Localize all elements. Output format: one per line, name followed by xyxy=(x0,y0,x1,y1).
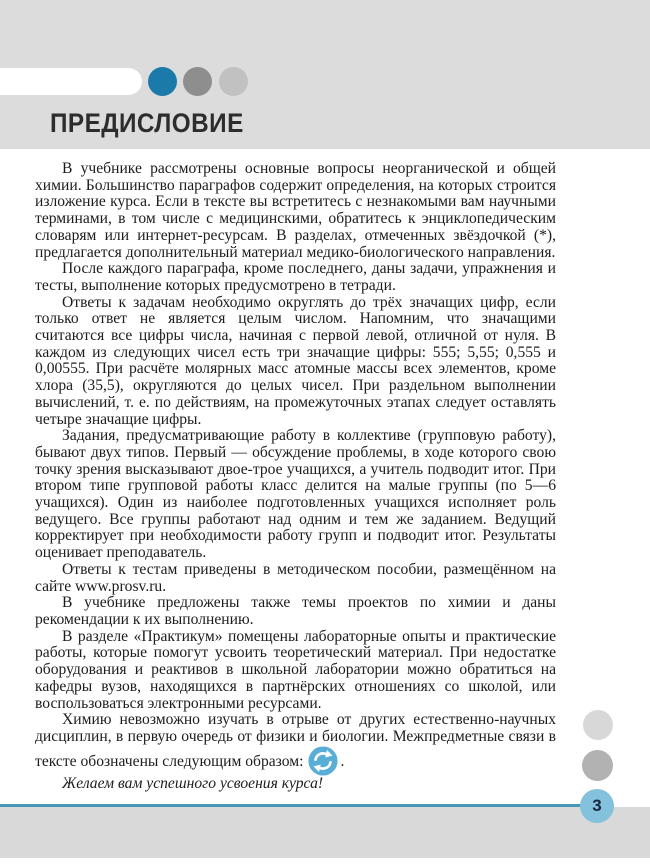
side-circle-medium xyxy=(582,750,613,781)
header-dot-teal xyxy=(148,67,177,96)
preface-text xyxy=(35,161,556,792)
footer-divider-line xyxy=(0,804,582,807)
paragraph: В разделе «Практикум» помещены лабораторные опыты и практические работы, которые помогут усвоить теоретический материал. При недостатке оборудования и реактивов в школьной лаборатории можно обратиться на кафедры вузов, находящихся в партнёрских отношениях со школой, или воспользоваться электронными ресурсами. xyxy=(35,627,556,712)
closing-wish-line: Желаем вам успешного усвоения курса! xyxy=(62,774,324,792)
header-tab-pill xyxy=(0,68,142,95)
paragraph-interdisciplinary xyxy=(35,712,556,775)
final-paragraph-text: Химию невозможно изучать в отрыве от других естественно-научных дисциплин, в первую очередь от физики и биологии. Межпредметные связи в тексте обозначены следующим образом: xyxy=(35,711,556,770)
paragraph: После каждого параграфа, кроме последнего, даны задачи, упражнения и тесты, выполнение которых предусмотрено в тетради. xyxy=(35,260,556,294)
header-dot-light-gray xyxy=(219,67,248,96)
final-paragraph-period: . xyxy=(340,752,345,770)
paragraph: Ответы к тестам приведены в методическом пособии, размещённом на сайте www.prosv.ru. xyxy=(35,560,556,595)
chapter-header-band xyxy=(0,0,650,149)
paragraph: Ответы к задачам необходимо округлять до трёх значащих цифр, если только ответ не является целым числом. Напомним, что значащими считаются все цифры числа, начиная с первой левой, отличной от нуля. В каждом из следующих чисел есть три значащие цифры: 555; 5,55; 0,555 и 0,00555. При расчёте молярных масс атомные массы всех элементов, кроме хлора (35,5), округляются до целых чисел. При раздельном выполнении вычислений, т. е. по действиям, на промежуточных этапах следует оставлять четыре значащие цифры. xyxy=(35,293,556,428)
paragraph: В учебнике рассмотрены основные вопросы неорганической и общей химии. Большинство параграфов содержит определения, на которых строится изложение курса. Если в тексте вы встретитесь с незнакомыми вам научными терминами, в том числе с медицинскими, обратитесь к энциклопедическим словарям или интернет-ресурсам. В разделах, отмеченных звёздочкой (*), предлагается дополнительный материал медико-биологического направления. xyxy=(35,160,556,261)
paragraph: Задания, предусматривающие работу в коллективе (групповую работу), бывают двух типов. Первый — обсуждение проблемы, в ходе которого свою точку зрения высказывают двое-трое учащихся, а учитель подводит итог. При втором типе групповой работы класс делится на малые группы (по 5—6 учащихся). Один из наиболее подготовленных учащихся исполняет роль ведущего. Все группы работают над одним и тем же заданием. Ведущий корректирует при необходимости работу групп и подводит итог. Результаты оценивает преподаватель. xyxy=(35,427,556,562)
header-dot-gray xyxy=(183,67,212,96)
side-circle-light xyxy=(583,710,613,740)
paragraph: В учебнике предложены также темы проектов по химии и даны рекомендации к их выполнению. xyxy=(35,594,556,628)
page-number-badge: 3 xyxy=(580,789,614,823)
footer-band xyxy=(0,807,650,858)
page-title: ПРЕДИСЛОВИЕ xyxy=(50,108,244,138)
cycle-arrows-icon xyxy=(308,746,338,776)
